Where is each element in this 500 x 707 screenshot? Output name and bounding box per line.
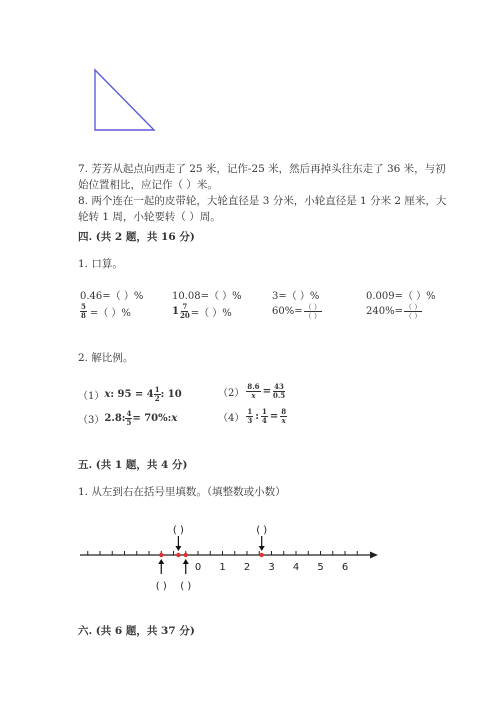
colon: : xyxy=(255,411,259,422)
proportion-2-number: （2） xyxy=(218,388,245,399)
fraction-numerator: 43 xyxy=(274,382,284,391)
proportion-1-end: : 10 xyxy=(160,389,182,400)
oral-item-6-rest: =（ ）% xyxy=(190,308,232,319)
oral-item-5-rest: =（ ）% xyxy=(89,308,131,319)
blank-denominator: （ ） xyxy=(304,312,321,320)
section4-heading: 四. (共 2 题，共 16 分) xyxy=(78,231,195,243)
fraction-denominator: 3 xyxy=(247,416,253,425)
fraction-denominator: 0.5 xyxy=(272,391,286,400)
marked-point xyxy=(176,553,180,557)
oral-item-5 xyxy=(80,303,131,320)
fraction-denominator: 2 xyxy=(154,394,160,403)
proportion-2 xyxy=(218,383,285,400)
marked-point xyxy=(159,553,163,557)
proportion-3-number: （3） xyxy=(78,415,105,426)
number-line-arrowhead xyxy=(370,552,378,559)
oral-item-4: 0.009=（ ）% xyxy=(366,291,436,302)
fraction-denominator: 4 xyxy=(261,416,267,425)
fraction-denominator: x xyxy=(251,391,256,400)
proportion-1-middle: : 95 = 4 xyxy=(110,389,154,400)
fraction-denominator: 20 xyxy=(179,311,190,320)
section5-q1-title: 1. 从左到右在括号里填数。（填整数或小数） xyxy=(78,486,286,498)
fraction-numerator: 1 xyxy=(154,385,160,394)
answer-blank: ( ) xyxy=(180,581,192,592)
oral-item-6 xyxy=(172,303,232,320)
section4-q2-title: 2. 解比例。 xyxy=(78,352,134,364)
proportion-3-pre: 2.8: xyxy=(104,413,126,424)
q8-line1: 8. 两个连在一起的皮带轮，大轮直径是 3 分米，小轮直径是 1 分米 2 厘米，大 xyxy=(78,195,447,207)
oral-item-3: 3=（ ）% xyxy=(272,291,320,302)
answer-blank: ( ) xyxy=(256,525,268,536)
fraction-numerator: 1 xyxy=(247,407,253,416)
up-arrowhead-icon xyxy=(158,559,164,564)
fraction-denominator: x xyxy=(281,416,286,425)
up-arrowhead-icon xyxy=(183,559,189,564)
section5-heading: 五. (共 1 题，共 4 分) xyxy=(78,459,188,471)
q7-line2: 始位置相比，应记作（ ）米。 xyxy=(78,179,218,191)
q7-line1: 7. 芳芳从起点向西走了 25 米，记作-25 米，然后再掉头往东走了 36 米，与初 xyxy=(78,163,446,175)
marked-point xyxy=(260,553,264,557)
fraction-numerator: 1 xyxy=(261,407,267,416)
oral-item-7-pre: 60%= xyxy=(272,306,303,317)
q8-line2: 轮转 1 周，小轮要转（ ）周。 xyxy=(78,211,221,223)
proportion-3-middle: = 70%: xyxy=(132,413,172,424)
proportion-1 xyxy=(78,386,182,403)
number-line xyxy=(0,515,500,605)
down-arrowhead-icon xyxy=(175,546,181,551)
marked-point xyxy=(184,553,188,557)
variable-x: x xyxy=(104,389,111,400)
oral-item-2: 10.08=（ ）% xyxy=(172,291,242,302)
oral-item-8-pre: 240%= xyxy=(366,306,403,317)
fraction-numerator: 4 xyxy=(126,409,132,418)
tick-label: 6 xyxy=(341,562,349,573)
tick-label: 4 xyxy=(292,562,300,573)
right-triangle-figure xyxy=(80,60,170,140)
fraction-numerator: 7 xyxy=(182,302,188,311)
tick-label: 5 xyxy=(317,562,324,573)
fraction-numerator: 8 xyxy=(281,407,287,416)
blank-denominator: （ ） xyxy=(404,312,422,320)
tick-label: 3 xyxy=(268,562,275,573)
oral-item-1: 0.46=（ ）% xyxy=(80,291,144,302)
fraction-denominator: 5 xyxy=(126,418,132,427)
section6-heading: 六. (共 6 题，共 37 分) xyxy=(78,625,195,637)
answer-blank: ( ) xyxy=(155,581,167,592)
proportion-4-number: （4） xyxy=(218,413,245,424)
tick-label: 2 xyxy=(243,562,251,573)
section4-q1-title: 1. 口算。 xyxy=(78,258,123,270)
proportion-1-number: （1） xyxy=(78,391,105,402)
proportion-4 xyxy=(218,408,287,425)
answer-blank: ( ) xyxy=(172,525,184,536)
blank-numerator: （ ） xyxy=(404,303,422,311)
mixed-whole: 1 xyxy=(172,306,179,317)
variable-x: x xyxy=(171,413,178,424)
equals-sign: = xyxy=(269,411,279,422)
fraction-denominator: 8 xyxy=(81,311,86,320)
oral-item-8 xyxy=(366,303,422,320)
fraction-numerator: 8.6 xyxy=(247,382,260,391)
tick-label: 0 xyxy=(194,562,202,573)
fraction-numerator: 5 xyxy=(81,302,86,311)
proportion-3 xyxy=(78,410,177,427)
tick-label: 1 xyxy=(219,562,226,573)
equals-sign: = xyxy=(262,386,271,397)
oral-item-7 xyxy=(272,303,322,320)
blank-numerator: （ ） xyxy=(304,303,321,311)
down-arrowhead-icon xyxy=(259,546,265,551)
